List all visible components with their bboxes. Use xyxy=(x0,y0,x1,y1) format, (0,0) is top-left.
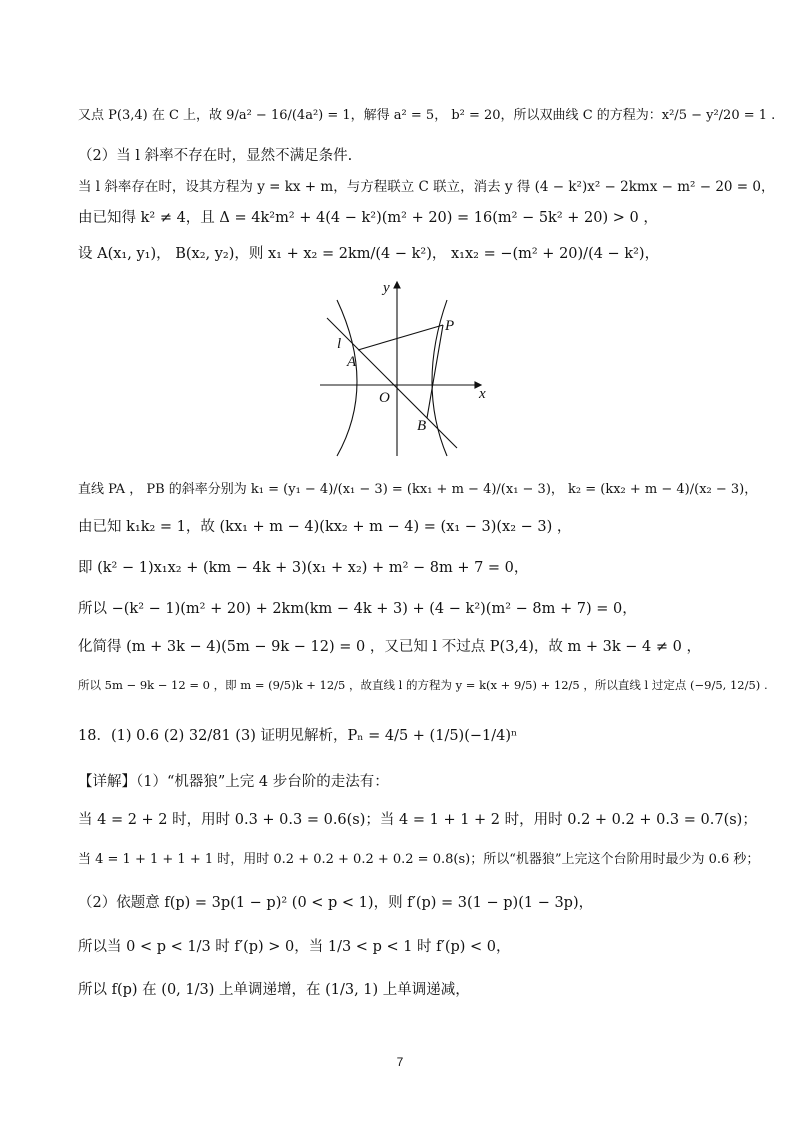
left-branch xyxy=(337,300,357,456)
line-4: 由已知得 k² ≠ 4，且 Δ = 4k²m² + 4(4 − k²)(m² + 20) = 16(m² − 5k² + 20) > 0 ， xyxy=(78,210,658,226)
line-l xyxy=(327,318,457,448)
label-y: y xyxy=(383,280,390,296)
line-10: 化简得 (m + 3k − 4)(5m − 9k − 12) = 0 ，又已知 l 不过点 P(3,4)，故 m + 3k − 4 ≠ 0 ， xyxy=(78,639,701,655)
label-b: B xyxy=(417,418,427,434)
label-x: x xyxy=(479,386,486,402)
line-12: 18．(1) 0.6 (2) 32/81 (3) 证明见解析，Pₙ = 4/5 + (1/5)(−1/4)ⁿ xyxy=(78,728,518,744)
line-15: 当 4 = 1 + 1 + 1 + 1 时，用时 0.2 + 0.2 + 0.2 + 0.2 = 0.8(s)；所以“机器狼”上完这个台阶用时最少为 0.6 秒； xyxy=(78,852,760,867)
hyperbola-figure xyxy=(315,278,505,458)
line-9: 所以 −(k² − 1)(m² + 20) + 2km(km − 4k + 3) + (4 − k²)(m² − 8m + 7) = 0， xyxy=(78,601,637,617)
line-16: （2）依题意 f(p) = 3p(1 − p)² (0 < p < 1)，则 f′(p) = 3(1 − p)(1 − 3p)， xyxy=(78,895,594,911)
y-axis-arrow xyxy=(394,282,400,288)
line-1: 又点 P(3,4) 在 C 上，故 9/a² − 16/(4a²) = 1，解得 a² = 5， b² = 20，所以双曲线 C 的方程为：x²/5 − y²/20 = 1 . xyxy=(78,108,776,123)
line-17: 所以当 0 < p < 1/3 时 f′(p) > 0，当 1/3 < p < 1 时 f′(p) < 0， xyxy=(78,939,511,955)
line-18: 所以 f(p) 在 (0, 1/3) 上单调递增，在 (1/3, 1) 上单调递减， xyxy=(78,982,470,998)
line-6: 直线 PA ， PB 的斜率分别为 k₁ = (y₁ − 4)/(x₁ − 3) = (kx₁ + m − 4)/(x₁ − 3)， k₂ = (kx₂ + m − 4)/(x₂ − 3)， xyxy=(78,482,758,497)
segment-pa xyxy=(358,325,443,350)
line-13: 【详解】（1）“机器狼”上完 4 步台阶的走法有： xyxy=(78,774,389,790)
line-7: 由已知 k₁k₂ = 1，故 (kx₁ + m − 4)(kx₂ + m − 4) = (x₁ − 3)(x₂ − 3) ， xyxy=(78,519,572,535)
line-3: 当 l 斜率存在时，设其方程为 y = kx + m，与方程联立 C 联立，消去 y 得 (4 − k²)x² − 2kmx − m² − 20 = 0， xyxy=(78,179,775,195)
line-5: 设 A(x₁, y₁)， B(x₂, y₂)，则 x₁ + x₂ = 2km/(4 − k²)， x₁x₂ = −(m² + 20)/(4 − k²)， xyxy=(78,246,660,262)
line-14: 当 4 = 2 + 2 时，用时 0.3 + 0.3 = 0.6(s)；当 4 = 1 + 1 + 2 时，用时 0.2 + 0.2 + 0.3 = 0.7(s)； xyxy=(78,812,757,828)
line-11: 所以 5m − 9k − 12 = 0 ，即 m = (9/5)k + 12/5 ，故直线 l 的方程为 y = k(x + 9/5) + 12/5 ，所以直线 l 过定点 (−9/5, 12/5) . xyxy=(78,678,768,692)
page-number: 7 xyxy=(396,1055,404,1069)
label-l: l xyxy=(337,336,342,352)
line-2: （2）当 l 斜率不存在时，显然不满足条件. xyxy=(78,148,353,164)
line-8: 即 (k² − 1)x₁x₂ + (km − 4k + 3)(x₁ + x₂) + m² − 8m + 7 = 0， xyxy=(78,560,529,576)
segment-pb xyxy=(427,325,443,418)
label-o: O xyxy=(379,390,390,406)
label-p: P xyxy=(445,318,455,334)
label-a: A xyxy=(347,354,357,370)
